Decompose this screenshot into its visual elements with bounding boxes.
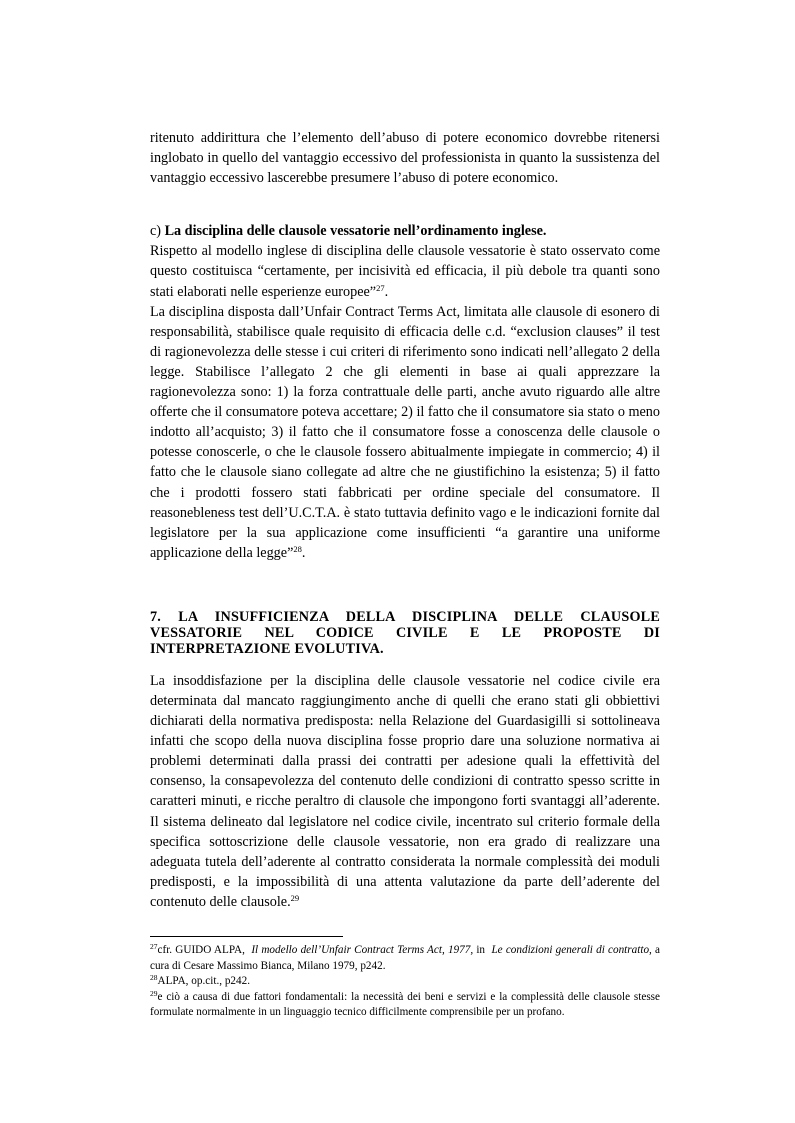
paragraph-abuso-potere: ritenuto addirittura che l’elemento dell’abuso di potere economico dovrebbe ritenersi inglobato in quello del vantaggio eccessivo del professionista in quanto la sussistenza del vantaggio eccessivo lascerebbe presumere l’abuso di potere economico.	[150, 130, 660, 187]
footnote-ref-29[interactable]: 29	[290, 892, 300, 903]
footnote-title-italic: Il modello dell’Unfair Contract Terms Act, 1977,	[251, 944, 474, 956]
footnote-number: 27	[150, 942, 158, 951]
section-7-title: 7. LA INSUFFICIENZA DELLA DISCIPLINA DELLE CLAUSOLE VESSATORIE NEL CODICE CIVILE E LE PROPOSTE DI INTERPRETAZIONE EVOLUTIVA.	[150, 608, 660, 657]
footnote-ref-28[interactable]: 28	[293, 543, 302, 554]
footnote-28	[150, 974, 660, 990]
footnote-ref-27[interactable]: 27	[376, 282, 385, 293]
footnote-number: 29	[150, 988, 158, 998]
footnote-29	[150, 990, 660, 1021]
footnote-text: in	[476, 944, 486, 956]
paragraph-text: La insoddisfazione per la disciplina delle clausole vessatorie nel codice civile era determinata dal mancato raggiungimento anche di quelli che erano stati gli obbiettivi dichiarati della normativa predisposta: nella Relazione del Guardasigilli si sottolineava infatti che scopo della nuova disciplina fosse proprio dare una soluzione normativa ai problemi determinati dalla prassi dei contratti per adesione quali la effettività del consenso, la consapevolezza del contenuto delle condizioni di contratto spesso scritte in caratteri minuti, e ricche peraltro di clausole che impongono forti svantaggi all’aderente. Il sistema delineato dal legislatore nel codice civile, incentrato sul criterio formale della specifica sottoscrizione delle clausole vessatorie, non era grado di realizzare una adeguata tutela dell’aderente al contratto considerata la normale complessità dei moduli predisposti, e la impossibilità di una attenta valutazione da parte dell’aderente del contenuto delle clausole.	[150, 672, 660, 910]
footnote-book-italic: Le condizioni generali di contratto,	[491, 944, 652, 956]
paragraph-text: La disciplina disposta dall’Unfair Contract Terms Act, limitata alle clausole di esonero di responsabilità, stabilisce quale requisito di efficacia delle c.d. “exclusion clauses” il test di ragionevolezza delle stesse i cui criteri di riferimento sono indicati nell’allegato 2 della legge. Stabilisce l’allegato 2 che gli elementi in base ai quali apprezzare la ragionevolezza sono: 1) la forza contrattuale delle parti, anche avuto riguardo alle altre offerte che il consumatore poteva accettare; 2) il fatto che il consumatore sia stato o meno indotto all’acquisto; 3) il fatto che il consumatore fosse a conoscenza delle clausole o potesse conoscerle, o che le clausole fossero abitualmente impiegate in commercio; 4) il fatto che le clausole siano collegate ad altre che ne giustifichino la esistenza; 5) il fatto che i prodotti fossero stati fabbricati per ordine speciale del consumatore. Il reasonebleness test dell’U.C.T.A. è stato tuttavia definito vago e le indicazioni fornite dal legislatore per la sua applicazione come insufficienti “a garantire una uniforme applicazione della legge”	[150, 303, 660, 561]
paragraph-modello-inglese	[150, 241, 660, 301]
paragraph-end: .	[384, 283, 389, 300]
footnote-text: cfr. GUIDO ALPA,	[157, 944, 245, 956]
paragraph-ucta	[150, 302, 660, 563]
subsection-title: La disciplina delle clausole vessatorie nell’ordinamento inglese.	[164, 223, 547, 240]
footnote-number: 28	[150, 973, 158, 982]
footnote-text: ALPA, op.cit., p242.	[157, 975, 251, 987]
footnote-text: a cura di Cesare Massimo Bianca, Milano 1979, p242.	[150, 944, 661, 972]
paragraph-end: .	[301, 544, 306, 561]
footnote-separator	[150, 936, 343, 937]
paragraph-insoddisfazione	[150, 671, 660, 912]
subsection-prefix: c)	[150, 223, 162, 240]
paragraph-text: Rispetto al modello inglese di disciplina delle clausole vessatorie è stato osservato come questo costituisca “certamente, per incisività ed efficacia, il più debole tra quanti sono stati elaborati nelle esperienze europee”	[150, 243, 660, 300]
subsection-heading-c	[150, 221, 660, 241]
footnote-27	[150, 943, 660, 974]
footnote-text: e ciò a causa di due fattori fondamentali: la necessità dei beni e servizi e la complessità delle clausole stesse formulate normalmente in un linguaggio tecnico difficilmente comprensibile per un profano.	[150, 990, 660, 1018]
document-page	[150, 128, 660, 1021]
